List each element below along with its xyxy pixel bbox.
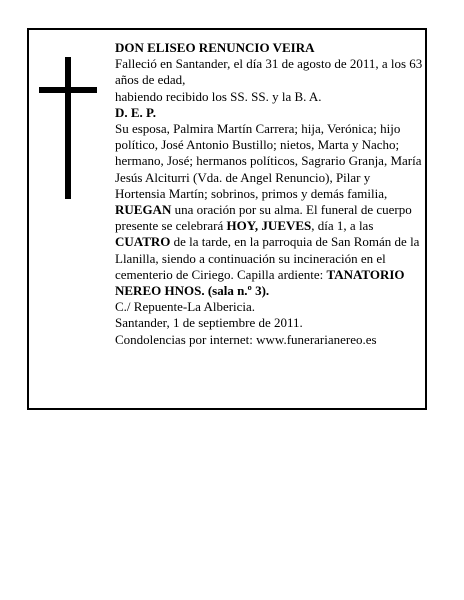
cross-vertical-bar xyxy=(65,57,71,199)
address-line: C./ Repuente-La Albericia. xyxy=(115,299,256,315)
hour-bold: CUATRO xyxy=(115,234,171,250)
deceased-name: DON ELISEO RENUNCIO VEIRA xyxy=(115,40,315,55)
day-bold: HOY, JUEVES xyxy=(226,218,312,234)
date-line: Santander, 1 de septiembre de 2011. xyxy=(115,315,303,331)
notice-text xyxy=(115,40,423,348)
condolences-line: Condolencias por internet: www.funerarianereo.es xyxy=(115,331,377,347)
sacraments-line: habiendo recibido los SS. SS. y la B. A. xyxy=(115,88,322,104)
hour-text: de la tarde, en la parroquia de San Román de la Llanilla, siendo a continuación su incineración en el cementerio de Ciriego. Capilla ardiente: xyxy=(115,234,420,282)
family-paragraph xyxy=(115,121,423,299)
request-bold: RUEGAN xyxy=(115,202,172,218)
dep-line: D. E. P. xyxy=(115,104,157,120)
cross-icon xyxy=(39,57,97,199)
death-line: Falleció en Santander, el día 31 de agosto de 2011, a los 63 años de edad, xyxy=(115,56,423,88)
chapel-bold: TANATORIO NEREO HNOS. (sala n.º 3). xyxy=(115,266,405,299)
cross-horizontal-bar xyxy=(39,87,97,93)
request-text: una oración por su alma. El funeral de cuerpo presente se celebrará xyxy=(115,202,412,234)
obituary-notice xyxy=(27,28,427,410)
family-text: Su esposa, Palmira Martín Carrera; hija, Verónica; hijo político, José Antonio Bustillo; nietos, Marta y Nacho; hermano, José; hermanos políticos, Sagrario Granja, María Jesús Alciturri (Vda. de Angel Renuncio), Pilar y Hortensia Martín; sobrinos, primos y demás familia, xyxy=(115,121,422,201)
day-text: , día 1, a las xyxy=(311,218,374,234)
